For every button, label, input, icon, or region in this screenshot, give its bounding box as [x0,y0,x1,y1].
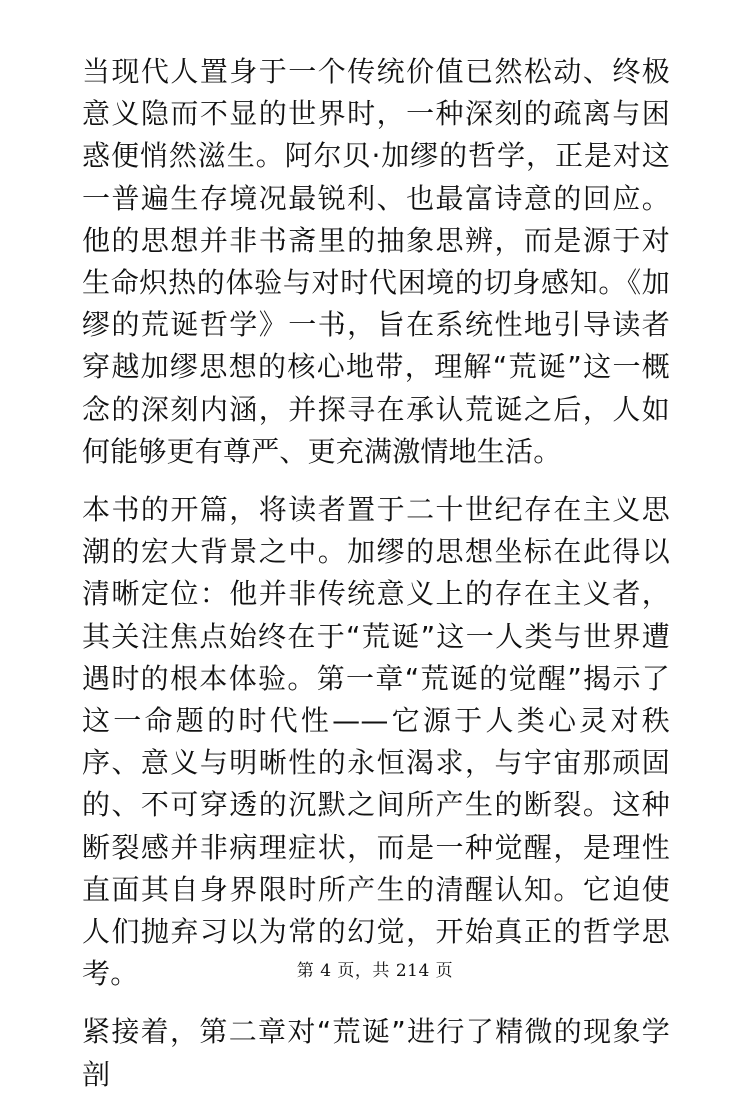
document-body [82,51,670,1112]
paragraph-2: 本书的开篇，将读者置于二十世纪存在主义思潮的宏大背景之中。加缪的思想坐标在此得以清晰定位：他并非传统意义上的存在主义者，其关注焦点始终在于“荒诞”这一人类与世界遭遇时的根本体验。第一章“荒诞的觉醒”揭示了这一命题的时代性——它源于人类心灵对秩序、意义与明晰性的永恒渴求，与宇宙那顽固的、不可穿透的沉默之间所产生的断裂。这种断裂感并非病理症状，而是一种觉醒，是理性直面其自身界限时所产生的清醒认知。它迫使人们抛弃习以为常的幻觉，开始真正的哲学思考。 [82,493,670,991]
paragraph-3: 紧接着，第二章对“荒诞”进行了精微的现象学剖 [82,1015,670,1091]
paragraph-1: 当现代人置身于一个传统价值已然松动、终极意义隐而不显的世界时，一种深刻的疏离与困惑便悄然滋生。阿尔贝·加缪的哲学，正是对这一普遍生存境况最锐利、也最富诗意的回应。他的思想并非书斋里的抽象思辨，而是源于对生命炽热的体验与对时代困境的切身感知。《加缪的荒诞哲学》一书，旨在系统性地引导读者穿越加缪思想的核心地带，理解“荒诞”这一概念的深刻内涵，并探寻在承认荒诞之后，人如何能够更有尊严、更充满激情地生活。 [82,55,670,468]
page-number-footer: 第 4 页，共 214 页 [296,961,454,981]
